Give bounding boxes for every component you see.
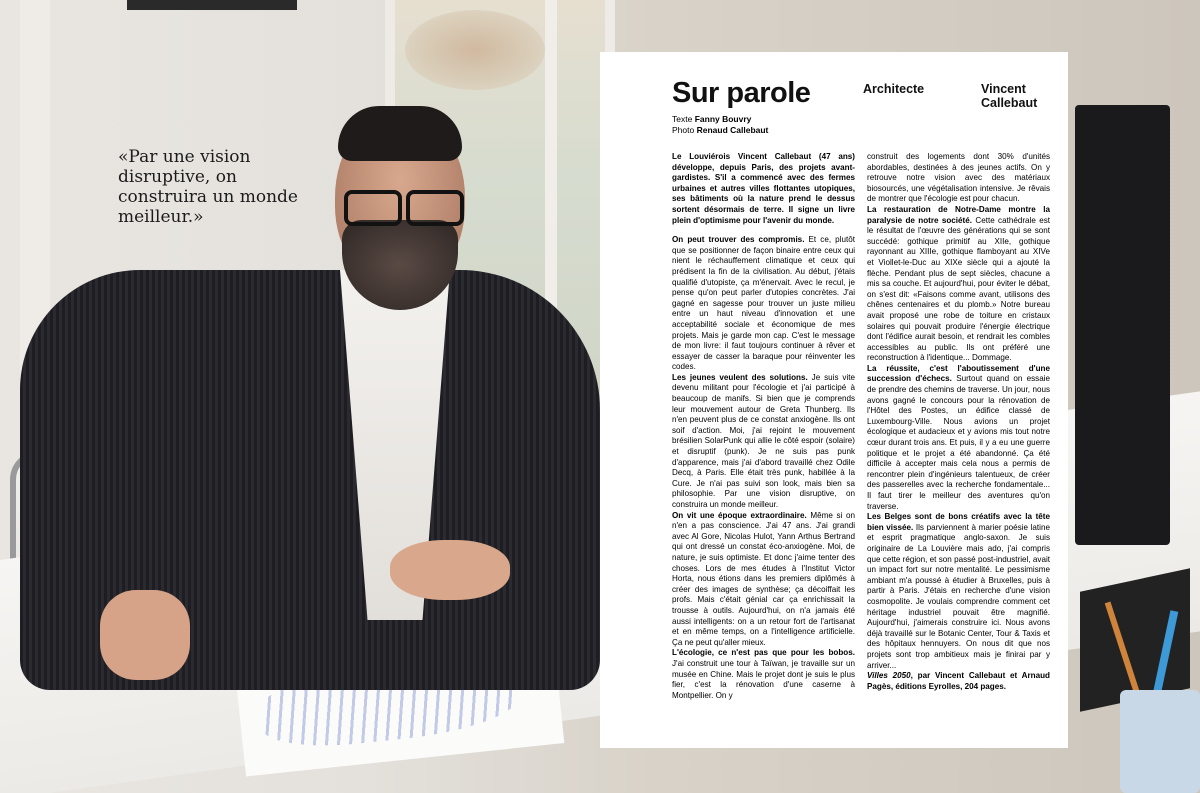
monitor (1075, 105, 1170, 545)
credit-text-author: Fanny Bouvry (694, 114, 752, 124)
book-details: , par Vincent Callebaut et Arnaud Pagès, éditions Eyrolles, 204 pages. (867, 671, 1051, 691)
paragraph: Les jeunes veulent des solutions. Je suis vite devenu militant pour l'écologie et j'ai participé à beaucoup de manifs. Si bien que je comprends leur mouvement autour de Greta Thunberg. Ils n'en peuvent plus de ce constat anxiogène. Ils ont soif d'action. Moi, j'ai rejoint le mouvement brésilien SolarPunk qui allie le côté espoir (solaire) et disruptif (punk). Je ne suis pas punk d'apparence, mais j'ai d'abord travaillé chez Odile Decq, à Paris. Elle était très punk, habillée à la Cure. Je n'ai pas suivi son look, mais bien sa philosophie. Par une vision disruptive, on construira un monde meilleur. (672, 372, 855, 509)
article-title: Sur parole (672, 77, 811, 109)
pull-quote: «Par une vision disruptive, on construira un monde meilleur.» (118, 147, 298, 227)
paragraph: On peut trouver des compromis. Et ce, plutôt que se positionner de façon binaire entre ceux qui nient le réchauffement climatique et ceux qui prédisent la fin de la civilisation. Au début, j'étais qualifié d'utopiste, ça m'énervait. Avec le recul, je pense qu'on peut parler d'utopies concrètes. J'ai gagné en sagesse pour trouver un juste milieu entre un haut niveau d'innovation et une acceptabilité sociale et économique de mes projets. Mais je garde mon cap. C'est le message de mon livre: il faut toujours continuer à rêver et essayer de casser la baraque pour réinventer les codes. (672, 235, 855, 372)
column-2 (867, 152, 1050, 712)
article-category: Architecte (863, 82, 925, 96)
book-reference (867, 671, 1050, 692)
article-lead: Le Louviérois Vincent Callebaut (47 ans) développe, depuis Paris, des projets avant-gardistes. S'il a commencé avec des fermes urbaines et autres villes flottantes utopiques, ses bâtiments où la nature prend le dessus sortent désormais de terre. Il signe un livre plein d'optimisme pour l'avenir du monde. (672, 152, 855, 225)
paragraph: construit des logements dont 30% d'unités abordables, destinées à des jeunes actifs. On y retrouve notre vision avec des matériaux biosourcés, une végétalisation intensive. Je rêvais de montrer que l'écologie est pour chacun. (867, 152, 1050, 204)
paragraph: On vit une époque extraordinaire. Même si on n'en a pas conscience. J'ai 47 ans. J'ai grandi avec Al Gore, Nicolas Hulot, Yann Arthus Bertrand qui ont dressé un constat éco-anxiogène. Moi, de nature, je suis optimiste. Et donc j'aime tenter des choses. Lors de mes études à l'Institut Victor Horta, nous étions dans les premiers diplômés à créer des images de synthèse; ça décoiffait les profs. Mais c'était génial car ça enrichissait la trousse à outils. Aujourd'hui, on n'a jamais été aussi intelligents: on a un retour fort de l'artisanat et en même temps, on a l'intelligence artificielle. Ça ne peut qu'aller mieux. (672, 510, 855, 647)
picture-frame (127, 0, 297, 10)
credit-text-label: Texte (672, 114, 693, 124)
column-1 (672, 152, 855, 712)
right-hand (390, 540, 510, 600)
architect-portrait (20, 110, 600, 710)
paragraph: La réussite, c'est l'aboutissement d'une succession d'échecs. Surtout quand on essaie de prendre des chemins de traverse. Un jour, nous avons gagné le concours pour la rénovation de l'Hôtel des Postes, un édifice classé de Luxembourg-Ville. Nous avions un projet écologique et audacieux et y avions mis tout notre cœur durant trois ans. Et puis, il y a eu une guerre politique et le projet a été abandonné. Ça été difficile à accepter mais cela nous a permis de rencontrer plein d'ingénieurs talentueux, de créer des passerelles avec la recherche fondamentale... Il faut tirer le meilleur des aventures qu'on traverse. (867, 363, 1051, 511)
article-body (672, 152, 1050, 712)
left-hand (100, 590, 190, 680)
article-credits (672, 114, 768, 136)
article-subject: Vincent Callebaut (981, 82, 1038, 110)
paragraph: La restauration de Notre-Dame montre la paralysie de notre société. Cette cathédrale est le résultat de l'œuvre des générations qui se sont succédé: gothique primitif au XIIe, gothique rayonnant au XIIIe, gothique flamboyant au XIVe et Viollet-le-Duc au XIXe siècle qui a ajouté la flèche. Pendant plus de sept siècles, chacune a mis sa couche. Et aujourd'hui, pour éviter le débat, on s'est dit: «Faisons comme avant, utilisons des chênes centenaires et du plomb.» Notre bureau avait proposé une robe de toiture en cristaux solaires qui pouvait produire l'énergie électrique dont l'édifice aurait besoin, et rendrait les combles accessibles au public. Ils ont préféré une reconstruction à l'identique... Dommage. (867, 204, 1051, 363)
pen-cup (1120, 690, 1200, 793)
credit-photo-author: Renaud Callebaut (696, 125, 769, 135)
paragraph: L'écologie, ce n'est pas que pour les bobos. J'ai construit une tour à Taïwan, je travaille sur un musée en Chine. Mais le projet dont je suis le plus fier, c'est la rénovation d'une caserne à Montpellier. On y (672, 648, 855, 700)
book-title: Villes 2050 (867, 671, 911, 681)
paragraph: Les Belges sont de bons créatifs avec la tête bien vissée. Ils parviennent à marier poésie latine et esprit pragmatique anglo-saxon. Je suis originaire de La Louvière mais ado, j'ai compris que cette région, et son passé post-industriel, avait un impact fort sur notre mentalité. Le pessimisme ambiant m'a poussé à étudier à Bruxelles, puis à partir à Paris. J'étais en recherche d'une vision cosmopolite. Je voulais comprendre comment cet héritage industriel pouvait être magnifié. Aujourd'hui, j'aimerais construire ici. Nous avons déjà travaillé sur le Botanic Center, Tour & Taxis et des hôpitaux hennuyers. On nous dit que nos projets sont trop ambitieux mais je finirai par y arriver... (867, 512, 1050, 670)
glasses (340, 190, 460, 220)
credit-photo-label: Photo (672, 125, 695, 135)
tree-outside (405, 10, 545, 90)
hair (338, 106, 462, 161)
